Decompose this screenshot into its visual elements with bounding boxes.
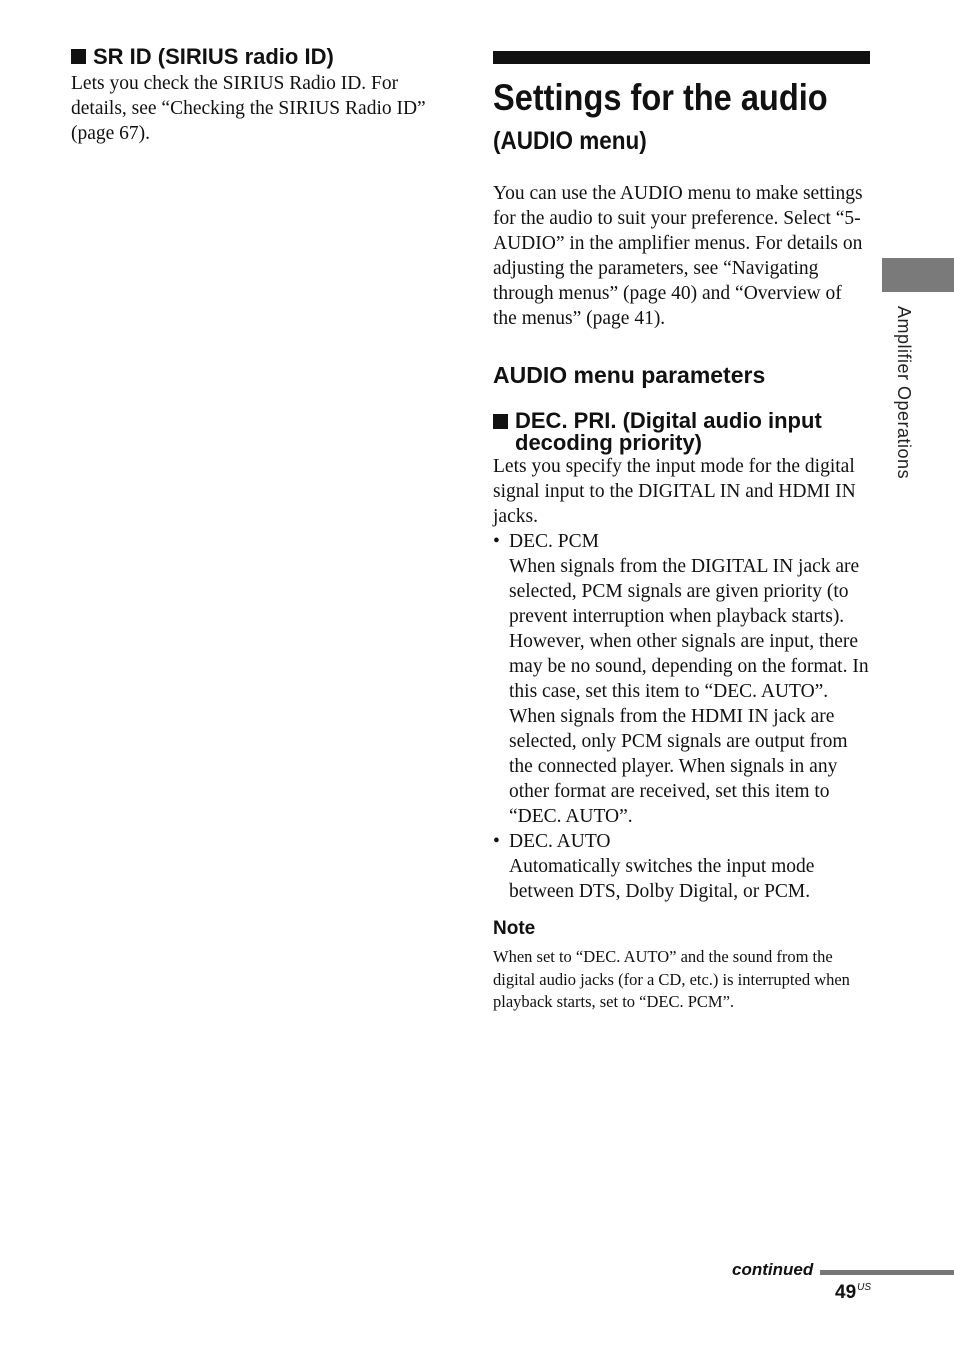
title-bar	[493, 51, 870, 64]
option-label: DEC. AUTO	[509, 831, 611, 852]
bullet-dot-icon: •	[493, 531, 500, 552]
option-description: When signals from the DIGITAL IN jack are selected, PCM signals are given priority (to prevent interruption when playback starts). However, when other signals are input, there may be no sound, depending on the format. In this case, set this item to “DEC. AUTO”. When signals from the HDMI IN jack are selected, only PCM signals are output from the connected player. When signals in any other format are received, set this item to “DEC. AUTO”.	[509, 556, 869, 827]
continued-rule	[820, 1270, 954, 1275]
right-column	[493, 51, 870, 1014]
option-label: DEC. PCM	[509, 531, 599, 552]
left-column	[71, 46, 451, 146]
page-subtitle: (AUDIO menu)	[493, 127, 647, 155]
dec-pri-description: Lets you specify the input mode for the digital signal input to the DIGITAL IN and HDMI IN jacks.	[493, 456, 856, 527]
bullet-dot-icon: •	[493, 831, 500, 852]
list-item	[493, 829, 870, 904]
chapter-label: Amplifier Operations	[894, 306, 914, 480]
continued-label: continued	[732, 1260, 814, 1279]
section-heading: AUDIO menu parameters	[493, 362, 766, 388]
page-title: Settings for the audio	[493, 77, 828, 118]
list-item	[493, 529, 870, 829]
sr-id-heading-text: SR ID (SIRIUS radio ID)	[93, 44, 334, 69]
page-number-value: 49	[835, 1282, 857, 1303]
page-number	[835, 1282, 871, 1304]
page-number-suffix: US	[857, 1282, 872, 1293]
dec-pri-heading-text: DEC. PRI. (Digital audio input decoding priority)	[515, 408, 822, 455]
note-text: When set to “DEC. AUTO” and the sound from the digital audio jacks (for a CD, etc.) is interrupted when playback starts, set to “DEC. PCM”.	[493, 947, 850, 1011]
dec-pri-heading	[493, 410, 870, 454]
chapter-tab	[882, 258, 954, 292]
sr-id-description: Lets you check the SIRIUS Radio ID. For details, see “Checking the SIRIUS Radio ID” (page 67).	[71, 73, 426, 144]
square-bullet-icon	[71, 49, 86, 64]
sr-id-heading	[71, 46, 451, 68]
note-heading: Note	[493, 918, 536, 939]
square-bullet-icon	[493, 414, 508, 429]
intro-paragraph: You can use the AUDIO menu to make settings for the audio to suit your preference. Select “5-AUDIO” in the amplifier menus. For details on adjusting the parameters, see “Navigating through menus” (page 40) and “Overview of the menus” (page 41).	[493, 183, 863, 329]
option-description: Automatically switches the input mode between DTS, Dolby Digital, or PCM.	[509, 856, 815, 902]
option-list	[493, 529, 870, 904]
